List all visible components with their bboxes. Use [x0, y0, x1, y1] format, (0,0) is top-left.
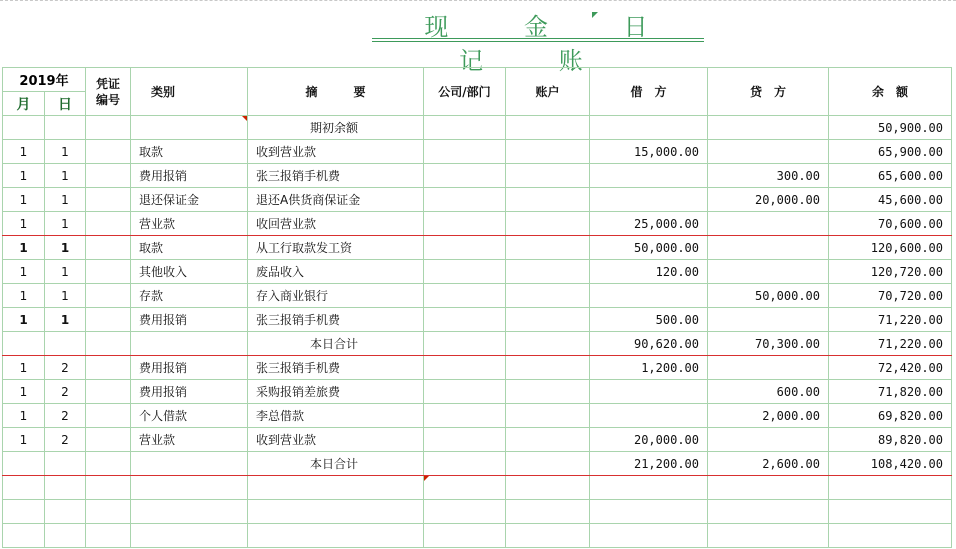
account-cell[interactable] [506, 404, 590, 428]
page-title: 现 金 日 记 账 [424, 13, 682, 75]
credit-cell[interactable]: 600.00 [708, 380, 829, 404]
category-cell[interactable] [131, 500, 248, 524]
account-cell[interactable] [506, 188, 590, 212]
summary-cell[interactable]: 李总借款 [248, 404, 424, 428]
category-cell[interactable]: 费用报销 [131, 356, 248, 380]
day-cell[interactable]: 2 [45, 428, 86, 452]
summary-cell[interactable]: 收回营业款 [248, 212, 424, 236]
top-divider [0, 0, 956, 1]
balance-cell[interactable]: 45,600.00 [829, 188, 952, 212]
table-row[interactable] [3, 500, 952, 524]
account-cell[interactable] [506, 260, 590, 284]
voucher-cell[interactable] [86, 140, 131, 164]
debit-cell[interactable]: 25,000.00 [590, 212, 708, 236]
comment-marker-icon [424, 476, 429, 481]
comment-marker-icon [242, 116, 247, 121]
credit-cell[interactable] [708, 524, 829, 548]
table-row[interactable] [3, 236, 952, 260]
credit-cell[interactable] [708, 500, 829, 524]
account-cell[interactable] [506, 500, 590, 524]
balance-cell[interactable]: 69,820.00 [829, 404, 952, 428]
month-cell[interactable]: 1 [3, 188, 45, 212]
department-cell[interactable] [424, 404, 506, 428]
voucher-cell[interactable] [86, 332, 131, 356]
table-row[interactable] [3, 164, 952, 188]
credit-cell[interactable] [708, 260, 829, 284]
voucher-cell[interactable] [86, 452, 131, 476]
category-cell[interactable]: 取款 [131, 236, 248, 260]
summary-cell[interactable]: 收到营业款 [248, 140, 424, 164]
balance-cell[interactable] [829, 476, 952, 500]
day-cell[interactable]: 1 [45, 140, 86, 164]
voucher-cell[interactable] [86, 428, 131, 452]
day-cell[interactable]: 1 [45, 164, 86, 188]
summary-cell[interactable]: 张三报销手机费 [248, 164, 424, 188]
category-cell[interactable] [131, 452, 248, 476]
account-cell[interactable] [506, 212, 590, 236]
account-cell[interactable] [506, 140, 590, 164]
table-row[interactable] [3, 260, 952, 284]
month-cell[interactable]: 1 [3, 140, 45, 164]
month-cell[interactable]: 1 [3, 404, 45, 428]
summary-cell[interactable]: 废品收入 [248, 260, 424, 284]
month-cell[interactable] [3, 476, 45, 500]
voucher-header-line1: 凭证 [95, 76, 120, 91]
debit-cell[interactable] [590, 188, 708, 212]
department-cell[interactable] [424, 236, 506, 260]
month-cell[interactable] [3, 452, 45, 476]
voucher-cell[interactable] [86, 164, 131, 188]
credit-cell[interactable] [708, 356, 829, 380]
account-cell[interactable] [506, 380, 590, 404]
summary-cell[interactable]: 收到营业款 [248, 428, 424, 452]
credit-cell[interactable] [708, 212, 829, 236]
table-row[interactable] [3, 404, 952, 428]
day-cell[interactable]: 1 [45, 284, 86, 308]
credit-cell[interactable]: 70,300.00 [708, 332, 829, 356]
category-cell[interactable] [131, 524, 248, 548]
voucher-cell[interactable] [86, 116, 131, 140]
debit-cell[interactable] [590, 116, 708, 140]
department-cell[interactable] [424, 164, 506, 188]
summary-header: 摘 要 [248, 68, 424, 116]
summary-cell[interactable]: 张三报销手机费 [248, 308, 424, 332]
balance-cell[interactable]: 71,220.00 [829, 308, 952, 332]
month-cell[interactable]: 1 [3, 308, 45, 332]
day-cell[interactable] [45, 116, 86, 140]
voucher-cell[interactable] [86, 212, 131, 236]
balance-cell[interactable]: 50,900.00 [829, 116, 952, 140]
voucher-cell[interactable] [86, 236, 131, 260]
month-cell[interactable]: 1 [3, 164, 45, 188]
account-cell[interactable] [506, 332, 590, 356]
table-row[interactable] [3, 524, 952, 548]
table-row[interactable] [3, 308, 952, 332]
balance-cell[interactable]: 70,600.00 [829, 212, 952, 236]
debit-cell[interactable] [590, 524, 708, 548]
cash-journal-table [2, 67, 952, 548]
balance-cell[interactable]: 72,420.00 [829, 356, 952, 380]
balance-cell[interactable]: 65,900.00 [829, 140, 952, 164]
credit-cell[interactable]: 20,000.00 [708, 188, 829, 212]
table-row[interactable] [3, 140, 952, 164]
balance-cell[interactable]: 70,720.00 [829, 284, 952, 308]
day-header: 日 [45, 92, 86, 116]
month-cell[interactable]: 1 [3, 380, 45, 404]
month-cell[interactable]: 1 [3, 428, 45, 452]
credit-cell[interactable] [708, 116, 829, 140]
account-header: 账户 [506, 68, 590, 116]
table-row[interactable] [3, 188, 952, 212]
credit-cell[interactable] [708, 140, 829, 164]
month-cell[interactable] [3, 116, 45, 140]
voucher-cell[interactable] [86, 260, 131, 284]
account-cell[interactable] [506, 452, 590, 476]
table-row[interactable] [3, 428, 952, 452]
category-cell[interactable] [131, 116, 248, 140]
summary-cell[interactable]: 期初余额 [248, 116, 424, 140]
month-cell[interactable]: 1 [3, 260, 45, 284]
summary-cell[interactable] [248, 524, 424, 548]
debit-cell[interactable]: 20,000.00 [590, 428, 708, 452]
credit-cell[interactable] [708, 428, 829, 452]
department-cell[interactable] [424, 476, 506, 500]
summary-cell[interactable]: 张三报销手机费 [248, 356, 424, 380]
credit-cell[interactable]: 300.00 [708, 164, 829, 188]
voucher-cell[interactable] [86, 404, 131, 428]
account-cell[interactable] [506, 164, 590, 188]
balance-cell[interactable]: 108,420.00 [829, 452, 952, 476]
debit-cell[interactable]: 15,000.00 [590, 140, 708, 164]
table-row[interactable] [3, 476, 952, 500]
balance-cell[interactable]: 71,220.00 [829, 332, 952, 356]
daily-total-row[interactable] [3, 452, 952, 476]
department-cell[interactable] [424, 380, 506, 404]
table-row[interactable] [3, 284, 952, 308]
department-cell[interactable] [424, 284, 506, 308]
daily-total-row[interactable] [3, 332, 952, 356]
department-cell[interactable] [424, 452, 506, 476]
department-cell[interactable] [424, 116, 506, 140]
category-cell[interactable]: 存款 [131, 284, 248, 308]
voucher-header [86, 68, 131, 116]
credit-cell[interactable] [708, 236, 829, 260]
month-cell[interactable]: 1 [3, 284, 45, 308]
balance-cell[interactable]: 65,600.00 [829, 164, 952, 188]
day-cell[interactable] [45, 524, 86, 548]
debit-cell[interactable]: 120.00 [590, 260, 708, 284]
credit-cell[interactable]: 2,600.00 [708, 452, 829, 476]
day-cell[interactable] [45, 452, 86, 476]
department-cell[interactable] [424, 308, 506, 332]
category-cell[interactable]: 费用报销 [131, 380, 248, 404]
debit-cell[interactable] [590, 404, 708, 428]
account-cell[interactable] [506, 524, 590, 548]
summary-cell[interactable]: 退还A供货商保证金 [248, 188, 424, 212]
voucher-cell[interactable] [86, 308, 131, 332]
summary-cell[interactable] [248, 500, 424, 524]
month-cell[interactable]: 1 [3, 356, 45, 380]
account-cell[interactable] [506, 476, 590, 500]
debit-cell[interactable]: 90,620.00 [590, 332, 708, 356]
day-cell[interactable]: 1 [45, 260, 86, 284]
account-cell[interactable] [506, 308, 590, 332]
balance-cell[interactable]: 89,820.00 [829, 428, 952, 452]
department-header: 公司/部门 [424, 68, 506, 116]
voucher-cell[interactable] [86, 500, 131, 524]
comment-marker-icon [592, 12, 598, 18]
department-cell[interactable] [424, 500, 506, 524]
voucher-header-line2: 编号 [95, 92, 120, 107]
credit-cell[interactable] [708, 308, 829, 332]
voucher-cell[interactable] [86, 476, 131, 500]
credit-header: 贷 方 [708, 68, 829, 116]
department-cell[interactable] [424, 524, 506, 548]
department-cell[interactable] [424, 260, 506, 284]
day-cell[interactable] [45, 500, 86, 524]
category-cell[interactable]: 个人借款 [131, 404, 248, 428]
day-cell[interactable]: 1 [45, 212, 86, 236]
voucher-cell[interactable] [86, 380, 131, 404]
credit-cell[interactable] [708, 476, 829, 500]
day-cell[interactable]: 2 [45, 356, 86, 380]
category-cell[interactable] [131, 476, 248, 500]
summary-cell[interactable]: 采购报销差旅费 [248, 380, 424, 404]
category-cell[interactable]: 其他收入 [131, 260, 248, 284]
summary-cell[interactable]: 存入商业银行 [248, 284, 424, 308]
title-underline-double [372, 41, 704, 42]
account-cell[interactable] [506, 428, 590, 452]
category-header: 类别 [131, 68, 248, 116]
table-row[interactable] [3, 356, 952, 380]
balance-cell[interactable] [829, 500, 952, 524]
debit-cell[interactable] [590, 164, 708, 188]
credit-cell[interactable]: 50,000.00 [708, 284, 829, 308]
department-cell[interactable] [424, 332, 506, 356]
category-cell[interactable] [131, 332, 248, 356]
debit-cell[interactable] [590, 476, 708, 500]
category-cell[interactable]: 费用报销 [131, 164, 248, 188]
summary-cell[interactable]: 本日合计 [248, 452, 424, 476]
day-cell[interactable] [45, 332, 86, 356]
debit-cell[interactable] [590, 500, 708, 524]
day-cell[interactable]: 1 [45, 308, 86, 332]
balance-cell[interactable]: 120,600.00 [829, 236, 952, 260]
account-cell[interactable] [506, 116, 590, 140]
debit-cell[interactable]: 1,200.00 [590, 356, 708, 380]
day-cell[interactable]: 2 [45, 404, 86, 428]
month-cell[interactable] [3, 332, 45, 356]
category-cell[interactable]: 营业款 [131, 212, 248, 236]
voucher-cell[interactable] [86, 284, 131, 308]
table-row[interactable] [3, 212, 952, 236]
debit-cell[interactable]: 500.00 [590, 308, 708, 332]
voucher-cell[interactable] [86, 356, 131, 380]
category-cell[interactable]: 费用报销 [131, 308, 248, 332]
debit-header: 借 方 [590, 68, 708, 116]
opening-balance-row[interactable] [3, 116, 952, 140]
day-cell[interactable]: 1 [45, 188, 86, 212]
voucher-cell[interactable] [86, 188, 131, 212]
debit-cell[interactable] [590, 380, 708, 404]
month-cell[interactable] [3, 500, 45, 524]
department-cell[interactable] [424, 356, 506, 380]
account-cell[interactable] [506, 284, 590, 308]
department-cell[interactable] [424, 140, 506, 164]
balance-cell[interactable] [829, 524, 952, 548]
day-cell[interactable]: 2 [45, 380, 86, 404]
department-cell[interactable] [424, 188, 506, 212]
month-cell[interactable]: 1 [3, 212, 45, 236]
account-cell[interactable] [506, 236, 590, 260]
debit-cell[interactable]: 21,200.00 [590, 452, 708, 476]
month-header: 月 [3, 92, 45, 116]
account-cell[interactable] [506, 356, 590, 380]
month-cell[interactable]: 1 [3, 236, 45, 260]
summary-cell[interactable]: 本日合计 [248, 332, 424, 356]
day-cell[interactable] [45, 476, 86, 500]
department-cell[interactable] [424, 428, 506, 452]
debit-cell[interactable] [590, 284, 708, 308]
balance-header: 余 额 [829, 68, 952, 116]
category-cell[interactable]: 退还保证金 [131, 188, 248, 212]
month-cell[interactable] [3, 524, 45, 548]
year-header: 2019年 [3, 68, 86, 92]
title-underline [372, 38, 704, 39]
summary-cell[interactable] [248, 476, 424, 500]
header-row-top [3, 68, 952, 92]
day-cell[interactable]: 1 [45, 236, 86, 260]
summary-cell[interactable]: 从工行取款发工资 [248, 236, 424, 260]
category-cell[interactable]: 营业款 [131, 428, 248, 452]
table-row[interactable] [3, 380, 952, 404]
balance-cell[interactable]: 71,820.00 [829, 380, 952, 404]
credit-cell[interactable]: 2,000.00 [708, 404, 829, 428]
voucher-cell[interactable] [86, 524, 131, 548]
balance-cell[interactable]: 120,720.00 [829, 260, 952, 284]
category-cell[interactable]: 取款 [131, 140, 248, 164]
department-cell[interactable] [424, 212, 506, 236]
debit-cell[interactable]: 50,000.00 [590, 236, 708, 260]
